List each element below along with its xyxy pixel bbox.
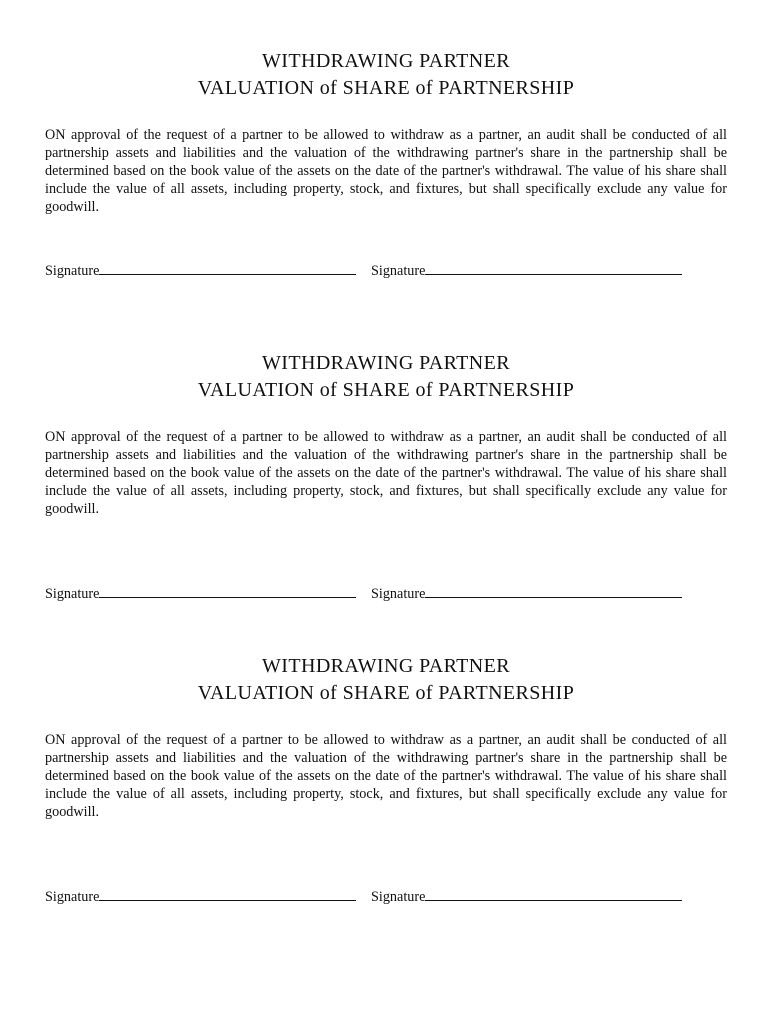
signature-label: Signature <box>371 889 426 905</box>
form-body-text: ON approval of the request of a partner to be allowed to withdraw as a partner, an audit shall be conducted of all partnership assets and liabilities and the valuation of the withdrawing partner's share in the partnership shall be determined based on the book value of the assets on the date of the partner's withdrawal. The value of his share shall include the value of all assets, including property, stock, and fixtures, but shall specifically exclude any value for goodwill. <box>45 732 727 820</box>
form-heading <box>45 48 727 102</box>
signature-label: Signature <box>45 889 100 905</box>
signature-line[interactable] <box>99 886 356 901</box>
form-section-1 <box>45 48 727 279</box>
heading-line-1: WITHDRAWING PARTNER <box>262 50 510 72</box>
form-heading <box>45 350 727 404</box>
signature-row <box>45 886 727 906</box>
heading-line-2: VALUATION of SHARE of PARTNERSHIP <box>197 379 575 401</box>
form-heading <box>45 653 727 707</box>
signature-field-left[interactable] <box>45 886 356 906</box>
signature-row <box>45 583 727 603</box>
signature-field-right[interactable] <box>371 583 682 603</box>
signature-line[interactable] <box>425 583 682 598</box>
signature-line[interactable] <box>425 260 682 275</box>
heading-line-2: VALUATION of SHARE of PARTNERSHIP <box>197 682 575 704</box>
heading-line-1: WITHDRAWING PARTNER <box>262 655 510 677</box>
signature-line[interactable] <box>425 886 682 901</box>
form-body-text: ON approval of the request of a partner to be allowed to withdraw as a partner, an audit shall be conducted of all partnership assets and liabilities and the valuation of the withdrawing partner's share in the partnership shall be determined based on the book value of the assets on the date of the partner's withdrawal. The value of his share shall include the value of all assets, including property, stock, and fixtures, but shall specifically exclude any value for goodwill. <box>45 429 727 517</box>
signature-field-left[interactable] <box>45 583 356 603</box>
signature-field-right[interactable] <box>371 260 682 280</box>
heading-line-2: VALUATION of SHARE of PARTNERSHIP <box>197 77 575 99</box>
signature-field-right[interactable] <box>371 886 682 906</box>
signature-row <box>45 260 727 280</box>
heading-line-1: WITHDRAWING PARTNER <box>262 352 510 374</box>
signature-label: Signature <box>371 263 426 279</box>
signature-line[interactable] <box>99 260 356 275</box>
form-section-3 <box>45 653 727 905</box>
signature-label: Signature <box>45 263 100 279</box>
signature-label: Signature <box>371 586 426 602</box>
form-body-text: ON approval of the request of a partner to be allowed to withdraw as a partner, an audit shall be conducted of all partnership assets and liabilities and the valuation of the withdrawing partner's share in the partnership shall be determined based on the book value of the assets on the date of the partner's withdrawal. The value of his share shall include the value of all assets, including property, stock, and fixtures, but shall specifically exclude any value for goodwill. <box>45 127 727 215</box>
signature-line[interactable] <box>99 583 356 598</box>
form-section-2 <box>45 350 727 602</box>
signature-label: Signature <box>45 586 100 602</box>
signature-field-left[interactable] <box>45 260 356 280</box>
